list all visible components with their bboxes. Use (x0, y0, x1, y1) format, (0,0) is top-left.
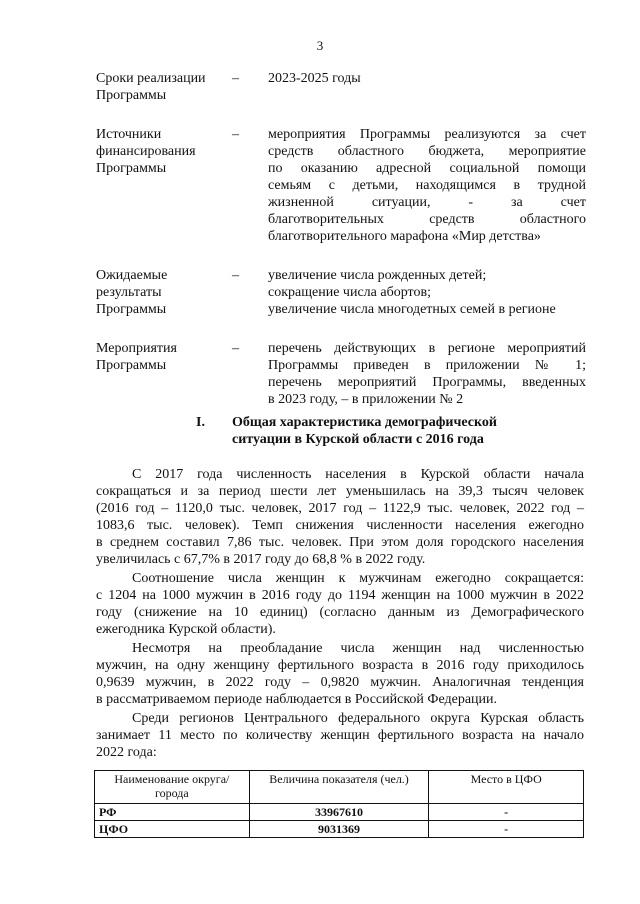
passport-label-line: результаты (96, 285, 162, 300)
passport-row (96, 126, 586, 245)
section-title-line2: ситуации в Курской области с 2016 года (232, 432, 484, 447)
passport-value-line: Программы приведен в приложении № 1; (268, 358, 586, 373)
passport-value (268, 70, 586, 104)
passport-label-line: Ожидаемые (96, 268, 168, 283)
passport-value-line: благотворительного марафона «Мир детства» (268, 229, 541, 244)
paragraph-line: Соотношение числа женщин к мужчинам ежегодно сокращается: (132, 571, 584, 586)
passport-label-line: Мероприятия (96, 341, 177, 356)
paragraph-line: (2016 год – 1120,0 тыс. человек, 2017 год – 1122,9 тыс. человек, 2022 год – (96, 501, 584, 516)
body-paragraph (96, 570, 584, 638)
paragraph-line: Среди регионов Центрального федерального округа Курская область (132, 711, 584, 726)
table-header-row (95, 771, 584, 804)
passport-value-line: увеличение числа рожденных детей; (268, 268, 487, 283)
paragraph-line: в рассматриваемом периоде наблюдается в Российской Федерации. (96, 692, 498, 707)
paragraph-line: мужчин, на одну женщину фертильного возраста в 2016 году приходилось (96, 658, 584, 673)
paragraph-line: увеличилась с 67,7% в 2017 году до 68,8 % в 2022 году. (96, 552, 426, 567)
passport-label (96, 70, 232, 104)
passport-value-line: перечень действующих в регионе мероприятий (268, 341, 586, 356)
cell-rank: - (429, 821, 584, 838)
table-row (95, 821, 584, 838)
passport-label (96, 126, 232, 245)
passport-row (96, 70, 586, 104)
passport-label-line: финансирования (96, 144, 196, 159)
passport-row (96, 340, 586, 408)
header-region: Наименование округа/города (95, 771, 250, 804)
paragraph-line: 0,9639 мужчин, в 2022 году – 0,9820 мужчин. Аналогичная тенденция (96, 675, 584, 690)
section-title-line1: Общая характеристика демографической (232, 415, 497, 430)
passport-dash: – (232, 268, 239, 283)
section-number: I. (196, 415, 205, 430)
passport-value (268, 126, 586, 245)
cell-rank: - (429, 804, 584, 821)
passport-value-line: сокращение числа абортов; (268, 285, 431, 300)
passport-dash: – (232, 341, 239, 356)
page-number: 3 (316, 38, 324, 53)
paragraph-line: Несмотря на преобладание числа женщин над численностью (132, 641, 584, 656)
header-rank: Место в ЦФО (429, 771, 584, 804)
body-paragraph (96, 466, 584, 568)
passport-label-line: Программы (96, 358, 167, 373)
paragraph-line: 2022 года: (96, 745, 157, 760)
passport-value-line: в 2023 году, – в приложении № 2 (268, 392, 464, 407)
passport-label-line: Программы (96, 161, 167, 176)
passport-label-line: Сроки реализации (96, 71, 206, 86)
passport-value-line: жизненной ситуации, - за счет (268, 195, 586, 210)
passport-row (96, 267, 586, 318)
paragraph-line: сокращаться и за период шести лет уменьшилась на 39,3 тысяч человек (96, 484, 584, 499)
passport-dash: – (232, 127, 239, 142)
paragraph-line: году (снижение на 10 единиц) (согласно данным из Демографического (96, 605, 584, 620)
passport-value (268, 340, 586, 408)
section-body (96, 466, 584, 763)
passport-value-line: семьям с детьми, находящимся в трудной (268, 178, 586, 193)
program-passport (96, 70, 586, 430)
body-paragraph (96, 710, 584, 761)
passport-label (96, 267, 232, 318)
passport-value-line: по оказанию адресной социальной помощи (268, 161, 586, 176)
passport-dash: – (232, 71, 239, 86)
paragraph-line: в среднем составил 7,86 тыс. человек. При этом доля городского населения (96, 535, 584, 550)
cell-region: РФ (95, 804, 250, 821)
paragraph-line: с 1204 на 1000 мужчин в 2016 году до 1194 женщин на 1000 мужчин в 2022 (96, 588, 584, 603)
passport-label-line: Программы (96, 302, 167, 317)
paragraph-line: занимает 11 место по количеству женщин фертильного возраста на начало (96, 728, 584, 743)
passport-value-line: перечень мероприятий Программы, введенных (268, 375, 586, 390)
cell-region: ЦФО (95, 821, 250, 838)
passport-value-line: средств областного бюджета, мероприятие (268, 144, 586, 159)
paragraph-line: ежегодника Курской области). (96, 622, 276, 637)
section-heading (96, 414, 586, 448)
header-value: Величина показателя (чел.) (249, 771, 429, 804)
cell-value: 33967610 (249, 804, 429, 821)
cell-value: 9031369 (249, 821, 429, 838)
passport-value-line: мероприятия Программы реализуются за счет (268, 127, 586, 142)
paragraph-line: С 2017 года численность населения в Курской области начала (132, 467, 584, 482)
passport-label-line: Программы (96, 88, 167, 103)
passport-label-line: Источники (96, 127, 162, 142)
passport-label (96, 340, 232, 408)
body-paragraph (96, 640, 584, 708)
table-row (95, 804, 584, 821)
passport-value-line: благотворительных средств областного (268, 212, 586, 227)
passport-value-line: увеличение числа многодетных семей в регионе (268, 302, 556, 317)
data-table (94, 770, 584, 838)
paragraph-line: 1083,6 тыс. человек). Темп снижения численности населения ежегодно (96, 518, 584, 533)
passport-value-line: 2023-2025 годы (268, 71, 361, 86)
passport-value (268, 267, 586, 318)
